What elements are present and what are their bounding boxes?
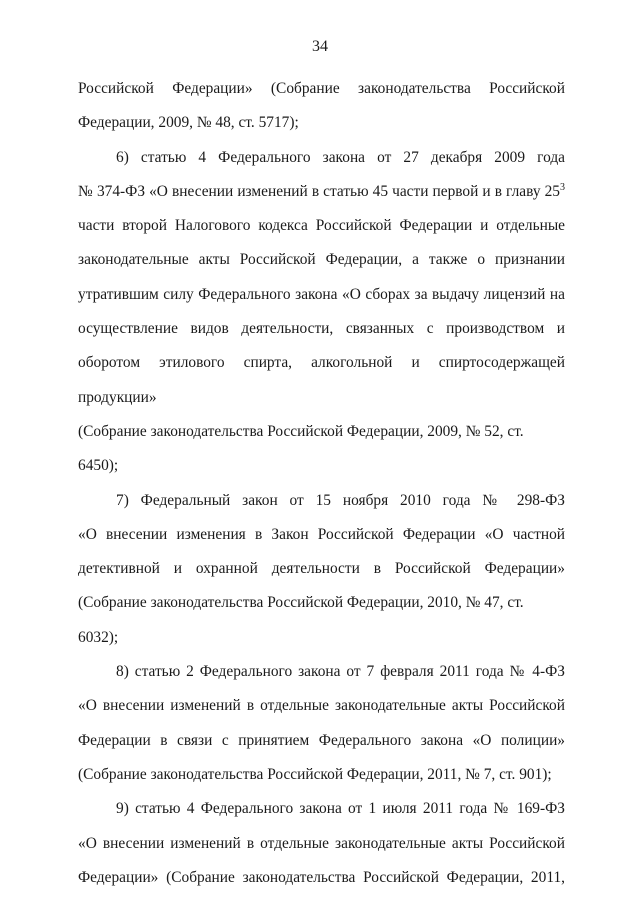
page-number: 34 <box>312 38 328 55</box>
text-line-content: Федерации в связи с принятием Федерального закона «О полиции» <box>78 731 565 749</box>
text-line-content: Федерации, 2009, № 48, ст. 5717); <box>78 114 299 132</box>
text-line-content: (Собрание законодательства Российской Федерации, 2009, № 52, ст. 6450); <box>78 422 524 475</box>
text-line <box>78 175 565 209</box>
text-line <box>78 655 565 689</box>
text-line-content: № 374-ФЗ «О внесении изменений в статью 45 части первой и в главу 25 <box>78 182 560 200</box>
text-line-content: Российской Федерации» (Собрание законодательства Российской <box>78 80 565 97</box>
text-line <box>78 346 565 415</box>
text-line-content: «О внесении изменения в Закон Российской Федерации «О частной <box>78 525 565 543</box>
text-line-content: (Собрание законодательства Российской Федерации, 2011, № 7, ст. 901); <box>78 765 552 783</box>
text-line <box>78 72 565 106</box>
text-line <box>78 827 565 861</box>
text-line <box>78 758 565 792</box>
text-line <box>78 518 565 552</box>
text-line-content: «О внесении изменений в отдельные законодательные акты Российской <box>78 697 565 715</box>
superscript: 3 <box>560 181 565 193</box>
text-line <box>78 484 565 518</box>
text-line <box>78 552 565 586</box>
text-line <box>78 243 565 277</box>
text-line-content: осуществление видов деятельности, связанных с производством и <box>78 320 565 338</box>
text-line <box>78 278 565 312</box>
text-line <box>78 312 565 346</box>
text-line-content: (Собрание законодательства Российской Федерации, 2010, № 47, ст. 6032); <box>78 594 524 646</box>
text-line <box>78 689 565 723</box>
text-line <box>78 209 565 243</box>
text-line <box>78 792 565 826</box>
text-line <box>78 586 565 655</box>
body-text <box>78 72 565 895</box>
text-line <box>78 724 565 758</box>
text-line-content: 8) статью 2 Федерального закона от 7 февраля 2011 года № 4-ФЗ <box>116 663 565 681</box>
text-line-content: 6) статью 4 Федерального закона от 27 декабря 2009 года <box>116 148 565 166</box>
text-line-content: «О внесении изменений в отдельные законодательные акты Российской <box>78 834 565 852</box>
text-line <box>78 861 565 895</box>
text-line <box>78 106 565 140</box>
text-line <box>78 415 565 484</box>
text-line-content: 7) Федеральный закон от 15 ноября 2010 года № 298-ФЗ <box>116 491 565 509</box>
text-line-content: Федерации» (Собрание законодательства Российской Федерации, 2011, <box>78 868 565 886</box>
text-line-content: законодательные акты Российской Федерации, а также о признании <box>78 251 565 269</box>
text-line <box>78 141 565 175</box>
text-line-content: 9) статью 4 Федерального закона от 1 июля 2011 года № 169-ФЗ <box>116 800 565 818</box>
text-line-content: части второй Налогового кодекса Российской Федерации и отдельные <box>78 217 565 235</box>
text-line-content: детективной и охранной деятельности в Российской Федерации» <box>78 560 565 578</box>
text-line-content: оборотом этилового спирта, алкогольной и спиртосодержащей продукции» <box>78 354 565 406</box>
text-line-content: утратившим силу Федерального закона «О сборах за выдачу лицензий на <box>78 285 565 303</box>
